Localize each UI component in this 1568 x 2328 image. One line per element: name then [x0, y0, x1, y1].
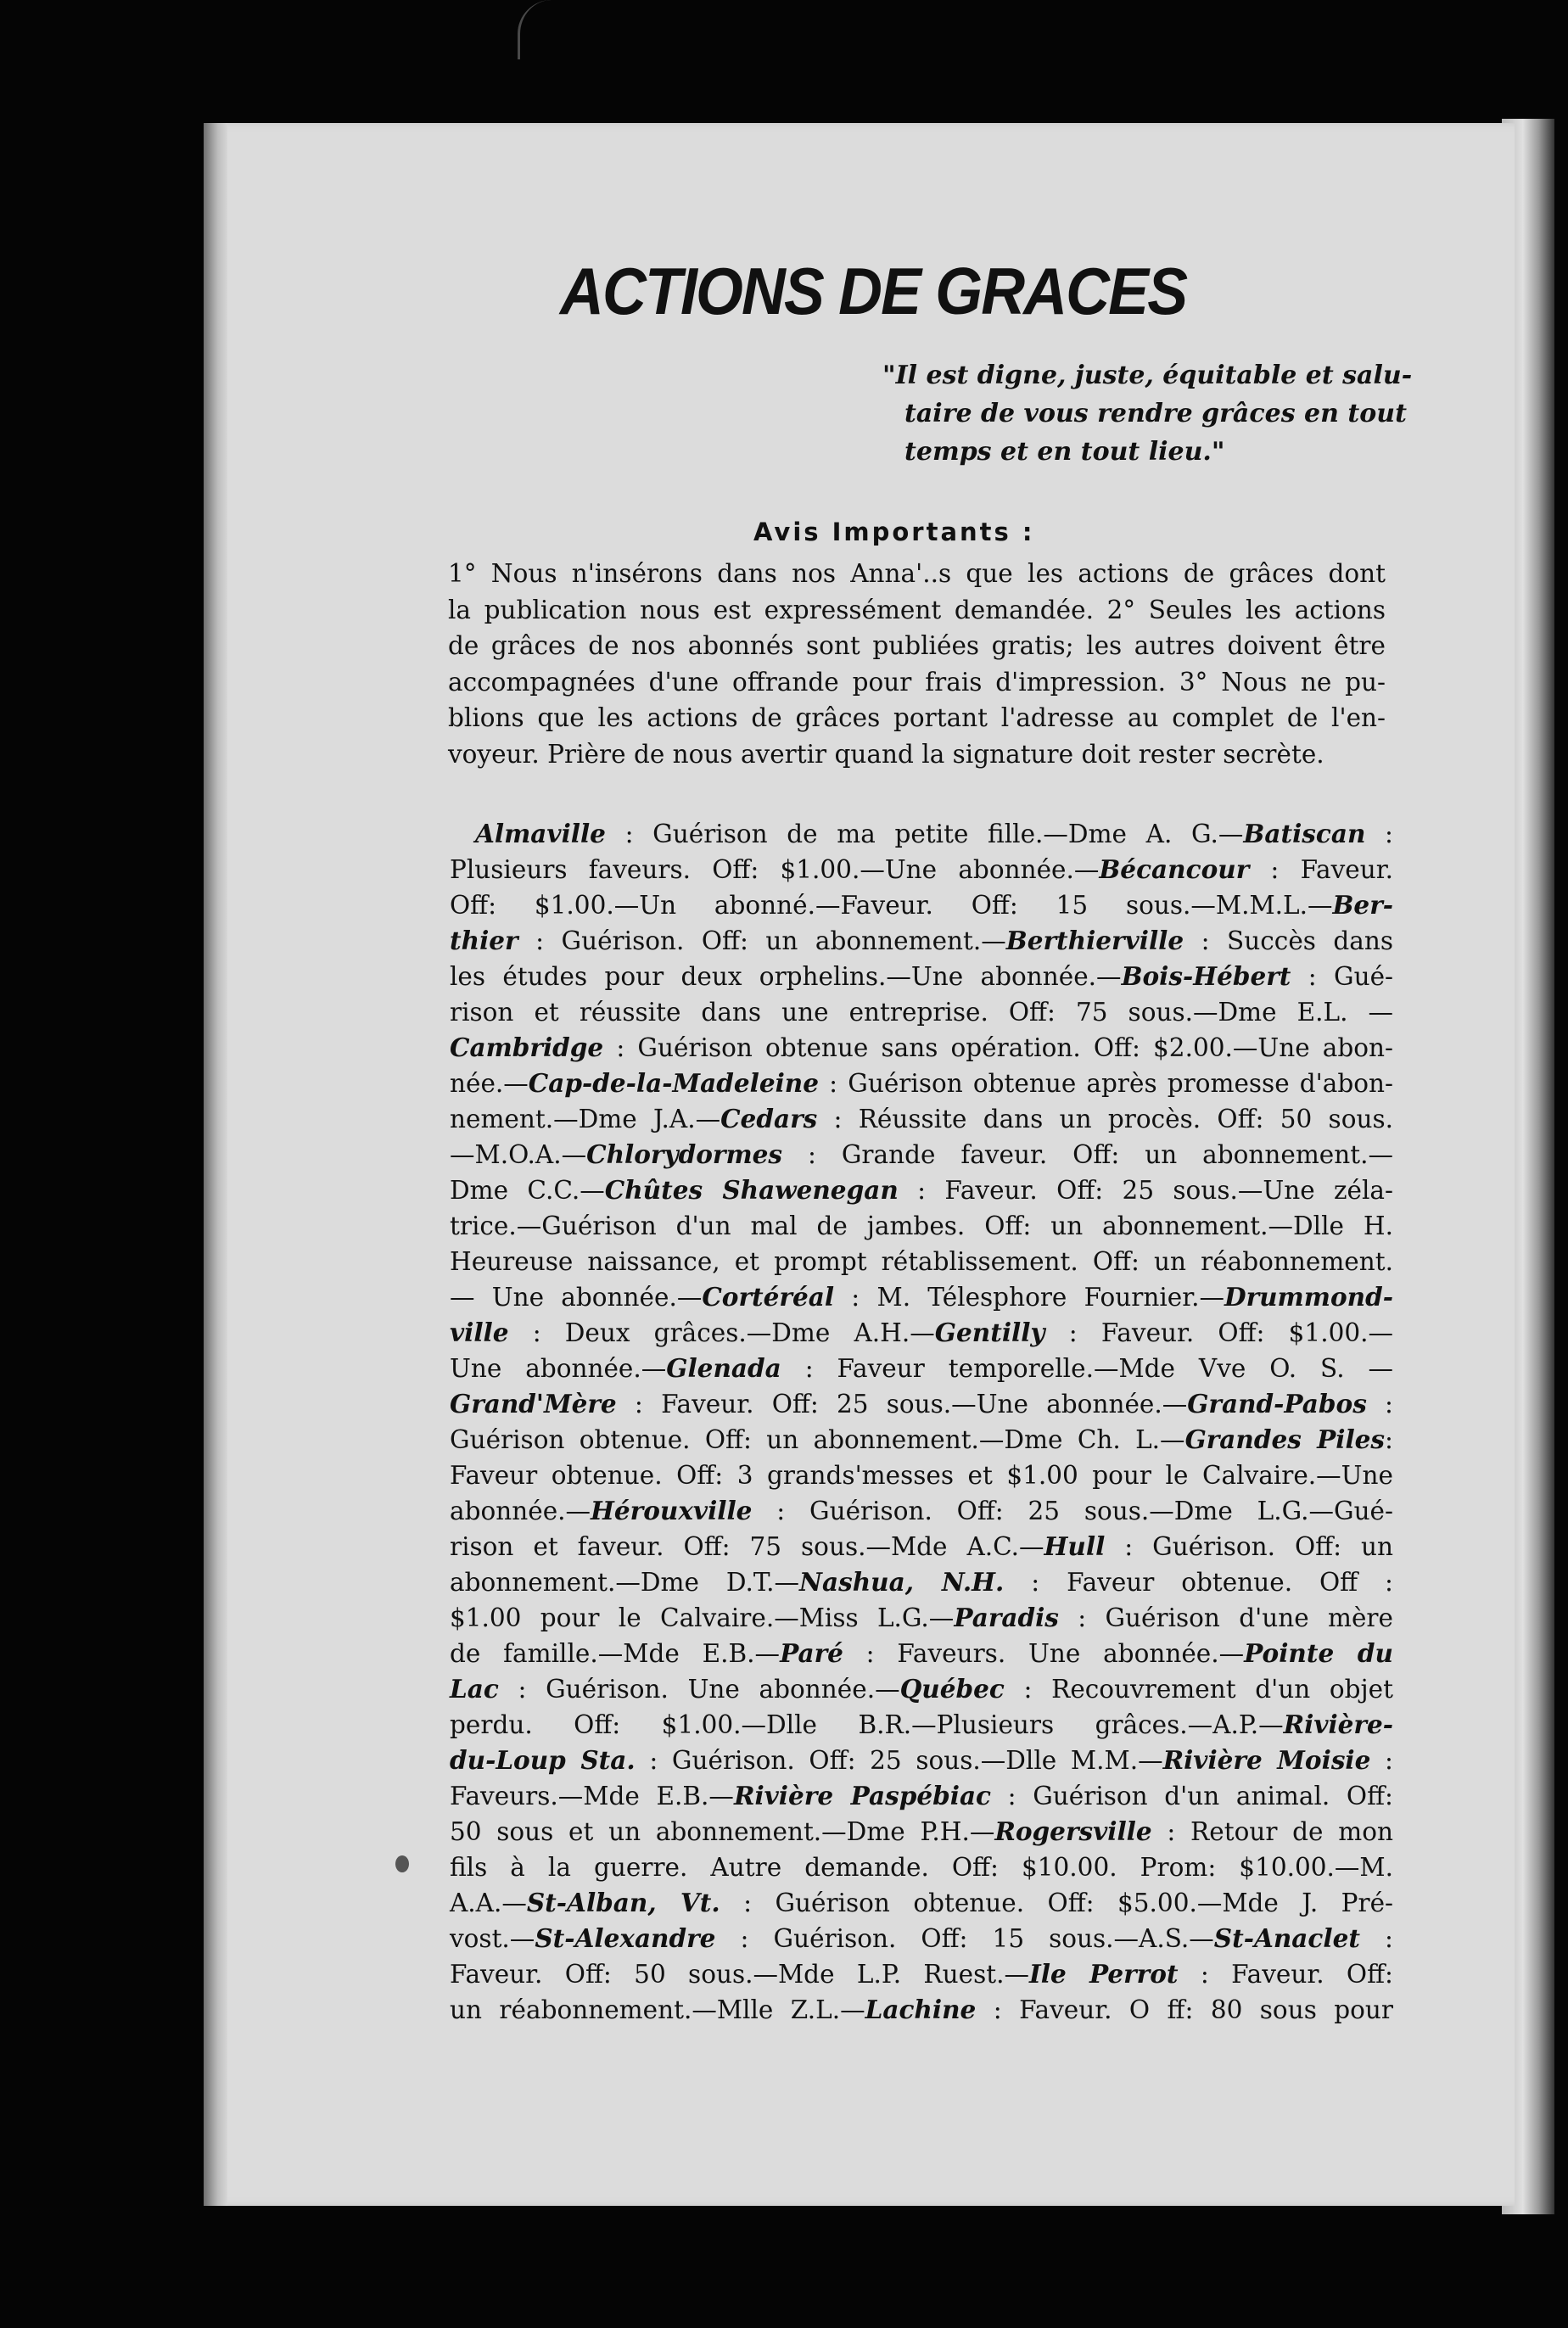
place-name: Gentilly [934, 1318, 1045, 1347]
entry-text: : Guérison. Off: 25 sous.—Dme L.G.—Gué- [752, 1497, 1393, 1525]
epigraph-line: "Il est digne, juste, équitable et salu- [882, 361, 1413, 390]
place-name: Québec [899, 1674, 1005, 1704]
entry-text: : Recouvrement d'un objet [1004, 1675, 1393, 1704]
place-name: Cortéréal [702, 1282, 835, 1312]
place-name: Berthierville [1005, 926, 1184, 955]
entry-line [450, 1493, 1393, 1529]
entry-line [450, 1885, 1393, 1921]
place-name: Cedars [720, 1104, 818, 1133]
place-name: Grandes Piles [1184, 1424, 1386, 1454]
entry-line [450, 1956, 1393, 1992]
place-name: Glenada [666, 1353, 781, 1383]
entry-line [450, 923, 1393, 959]
place-name: Nashua, N.H. [799, 1567, 1005, 1597]
entry-text: $1.00 pour le Calvaire.—Miss L.G.— [450, 1603, 955, 1632]
place-name: Grand'Mère [450, 1389, 617, 1419]
entry-line [450, 1600, 1393, 1636]
place-name: Ber- [1332, 890, 1393, 920]
entry-text: : Faveur. O ff: 80 sous pour [976, 1995, 1393, 2024]
entry-text: Off: $1.00.—Un abonné.—Faveur. Off: 15 sous.—M.M.L.— [450, 891, 1333, 920]
entry-text: abonnement.—Dme D.T.— [450, 1568, 800, 1597]
entry-text: vost.— [450, 1924, 535, 1953]
entry-text: : Retour de mon [1151, 1817, 1393, 1846]
entry-line [450, 1279, 1393, 1315]
place-name: Chlorydormes [586, 1139, 783, 1169]
entry-text: : Grande faveur. Off: un abonnement.— [782, 1140, 1393, 1169]
place-name: Bois-Hébert [1121, 961, 1291, 991]
place-name: Batiscan [1243, 819, 1366, 848]
entry-line [450, 1636, 1393, 1671]
notice-line: de grâces de nos abonnés sont publiées gratis; les autres doivent être [448, 631, 1386, 660]
entry-line [450, 1208, 1393, 1244]
entry-line [450, 994, 1393, 1030]
entry-text: les études pour deux orphelins.—Une abonnée.— [450, 962, 1122, 991]
entry-text: abonnée.— [450, 1497, 591, 1525]
entry-line [450, 1351, 1393, 1386]
place-name: Ile Perrot [1028, 1959, 1179, 1989]
entry-text: : Guérison obtenue après promesse d'abon- [819, 1069, 1393, 1098]
place-name: St-Alexandre [535, 1923, 716, 1953]
entry-text: : [1359, 1924, 1393, 1953]
place-name: St-Anaclet [1213, 1923, 1360, 1953]
page-title: ACTIONS DE GRACES [560, 254, 1187, 328]
entry-line [450, 1850, 1393, 1885]
entry-text: nement.—Dme J.A.— [450, 1105, 721, 1133]
thanksgiving-entries [450, 816, 1393, 2028]
place-name: Rivière Moisie [1162, 1745, 1371, 1775]
entry-text: : [1366, 1390, 1393, 1419]
entry-text: 50 sous et un abonnement.—Dme P.H.— [450, 1817, 995, 1846]
entry-text: : Guérison obtenue. Off: $5.00.—Mde J. Pré- [720, 1889, 1393, 1917]
entry-text: : Faveur. Off: 25 sous.—Une zéla- [898, 1176, 1393, 1205]
entry-text: : Réussite dans un procès. Off: 50 sous. [817, 1105, 1393, 1133]
entry-line [450, 852, 1393, 887]
place-name: Almaville [475, 819, 606, 848]
place-name: Hull [1044, 1531, 1106, 1561]
entry-text: trice.—Guérison d'un mal de jambes. Off: un abonnement.—Dlle H. [450, 1212, 1393, 1240]
entry-line [450, 1172, 1393, 1208]
place-name: Rivière- [1283, 1710, 1393, 1739]
entry-line [450, 1778, 1393, 1814]
entry-line [450, 816, 1393, 852]
entry-line [450, 1422, 1393, 1458]
entry-line [450, 1743, 1393, 1778]
entry-text: rison et faveur. Off: 75 sous.—Mde A.C.— [450, 1532, 1044, 1561]
place-name: Cap-de-la-Madeleine [528, 1068, 820, 1098]
entry-text: : Guérison. Off: 15 sous.—A.S.— [715, 1924, 1214, 1953]
entry-text: : Guérison. Une abonnée.— [498, 1675, 900, 1704]
entry-line [450, 1671, 1393, 1707]
entry-text: : Guérison d'un animal. Off: [991, 1782, 1393, 1810]
entry-text: : Guérison obtenue sans opération. Off: $2.00.—Une abon- [603, 1033, 1393, 1062]
place-name: Hérouxville [591, 1496, 753, 1525]
entry-text: : Faveur. Off: 25 sous.—Une abonnée.— [616, 1390, 1188, 1419]
place-name: Paré [780, 1638, 843, 1668]
entry-text: Guérison obtenue. Off: un abonnement.—Dme Ch. L.— [450, 1425, 1185, 1454]
place-name: St-Alban, Vt. [526, 1888, 720, 1917]
page-binding-shadow [204, 123, 227, 2206]
entry-text: : Succès dans [1184, 926, 1394, 955]
place-name: Cambridge [450, 1032, 604, 1062]
entry-text: : M. Télesphore Fournier.— [834, 1283, 1224, 1312]
notice-line: 1° Nous n'insérons dans nos Anna'..s que les actions de grâces dont [448, 559, 1386, 588]
notice-paragraph [448, 556, 1386, 772]
place-name: Rivière Paspébiac [733, 1781, 992, 1810]
entry-text: perdu. Off: $1.00.—Dlle B.R.—Plusieurs grâces.—A.P.— [450, 1710, 1284, 1739]
entry-line [450, 1814, 1393, 1850]
notice-line: la publication nous est expressément demandée. 2° Seules les actions [448, 595, 1386, 624]
entry-line [450, 1707, 1393, 1743]
notice-line: accompagnées d'une offrande pour frais d'impression. 3° Nous ne pu- [448, 667, 1386, 697]
entry-text: — Une abonnée.— [450, 1283, 703, 1312]
entry-text: A.A.— [450, 1889, 527, 1917]
epigraph-line: taire de vous rendre grâces en tout [904, 399, 1407, 428]
entry-line [450, 1244, 1393, 1279]
entry-text: Faveurs.—Mde E.B.— [450, 1782, 734, 1810]
place-name: Paradis [954, 1603, 1059, 1632]
entry-text: : Faveur. Off: $1.00.— [1044, 1318, 1393, 1347]
entry-line [450, 1030, 1393, 1066]
entry-text: un réabonnement.—Mlle Z.L.— [450, 1995, 865, 2024]
entry-text: : Guérison de ma petite fille.—Dme A. G.— [605, 820, 1244, 848]
entry-text: Heureuse naissance, et prompt rétablissement. Off: un réabonnement. [450, 1247, 1393, 1276]
entry-line [450, 1564, 1393, 1600]
entry-line [450, 1066, 1393, 1101]
notice-line: blions que les actions de grâces portant l'adresse au complet de l'en- [448, 703, 1386, 732]
entry-text: : [1365, 820, 1393, 848]
entry-text: : Faveur obtenue. Off : [1004, 1568, 1393, 1597]
entry-text: : Gué- [1291, 962, 1393, 991]
place-name: Lachine [865, 1995, 977, 2024]
entry-line [450, 887, 1393, 923]
place-name: Drummond- [1224, 1282, 1393, 1312]
entry-text: Faveur obtenue. Off: 3 grands'messes et $1.00 pour le Calvaire.—Une [450, 1461, 1393, 1490]
entry-text: Une abonnée.— [450, 1354, 667, 1383]
entry-line [450, 1101, 1393, 1137]
epigraph [882, 356, 1413, 471]
entry-line [450, 1992, 1393, 2028]
scan-speck [395, 1855, 409, 1872]
entry-text: née.— [450, 1069, 529, 1098]
entry-text: : Deux grâces.—Dme A.H.— [508, 1318, 935, 1347]
entry-text: Dme C.C.— [450, 1176, 605, 1205]
place-name: du-Loup Sta. [450, 1745, 636, 1775]
entry-text: : Guérison. Off: 25 sous.—Dlle M.M.— [635, 1746, 1163, 1775]
place-name: Pointe du [1244, 1638, 1393, 1668]
entry-line [450, 1921, 1393, 1956]
place-name: Lac [450, 1674, 499, 1704]
epigraph-line: temps et en tout lieu." [904, 437, 1225, 467]
entry-text: rison et réussite dans une entreprise. Off: 75 sous.—Dme E.L. — [450, 998, 1393, 1027]
entry-text: —M.O.A.— [450, 1140, 587, 1169]
place-name: thier [450, 926, 518, 955]
entry-text: : Faveur. Off: [1178, 1960, 1393, 1989]
entry-text: : Guérison. Off: un abonnement.— [518, 926, 1006, 955]
entry-line [450, 1458, 1393, 1493]
entry-text: Faveur. Off: 50 sous.—Mde L.P. Ruest.— [450, 1960, 1029, 1989]
entry-text: fils à la guerre. Autre demande. Off: $10.00. Prom: $10.00.—M. [450, 1853, 1393, 1882]
entry-text: : [1370, 1746, 1394, 1775]
entry-text: : Guérison. Off: un [1105, 1532, 1393, 1561]
entry-line [450, 1386, 1393, 1422]
notice-line: voyeur. Prière de nous avertir quand la signature doit rester secrète. [448, 739, 1324, 769]
place-name: Chûtes Shawenegan [604, 1175, 899, 1205]
entry-line [450, 1529, 1393, 1564]
place-name: ville [450, 1318, 509, 1347]
place-name: Bécancour [1099, 854, 1250, 884]
place-name: Rogersville [994, 1816, 1152, 1846]
entry-text: : Faveur temporelle.—Mde Vve O. S. — [781, 1354, 1393, 1383]
entry-text: : [1385, 1425, 1393, 1454]
entry-text: Plusieurs faveurs. Off: $1.00.—Une abonnée.— [450, 855, 1100, 884]
notice-heading: Avis Importants : [753, 518, 1035, 546]
place-name: Grand-Pabos [1187, 1389, 1367, 1419]
entry-text: : Faveurs. Une abonnée.— [843, 1639, 1245, 1668]
entry-line [450, 959, 1393, 994]
scan-artifact [518, 0, 571, 59]
entry-line [450, 1315, 1393, 1351]
entry-line [450, 1137, 1393, 1172]
entry-text: : Faveur. [1249, 855, 1393, 884]
entry-text: de famille.—Mde E.B.— [450, 1639, 781, 1668]
entry-text: : Guérison d'une mère [1058, 1603, 1393, 1632]
